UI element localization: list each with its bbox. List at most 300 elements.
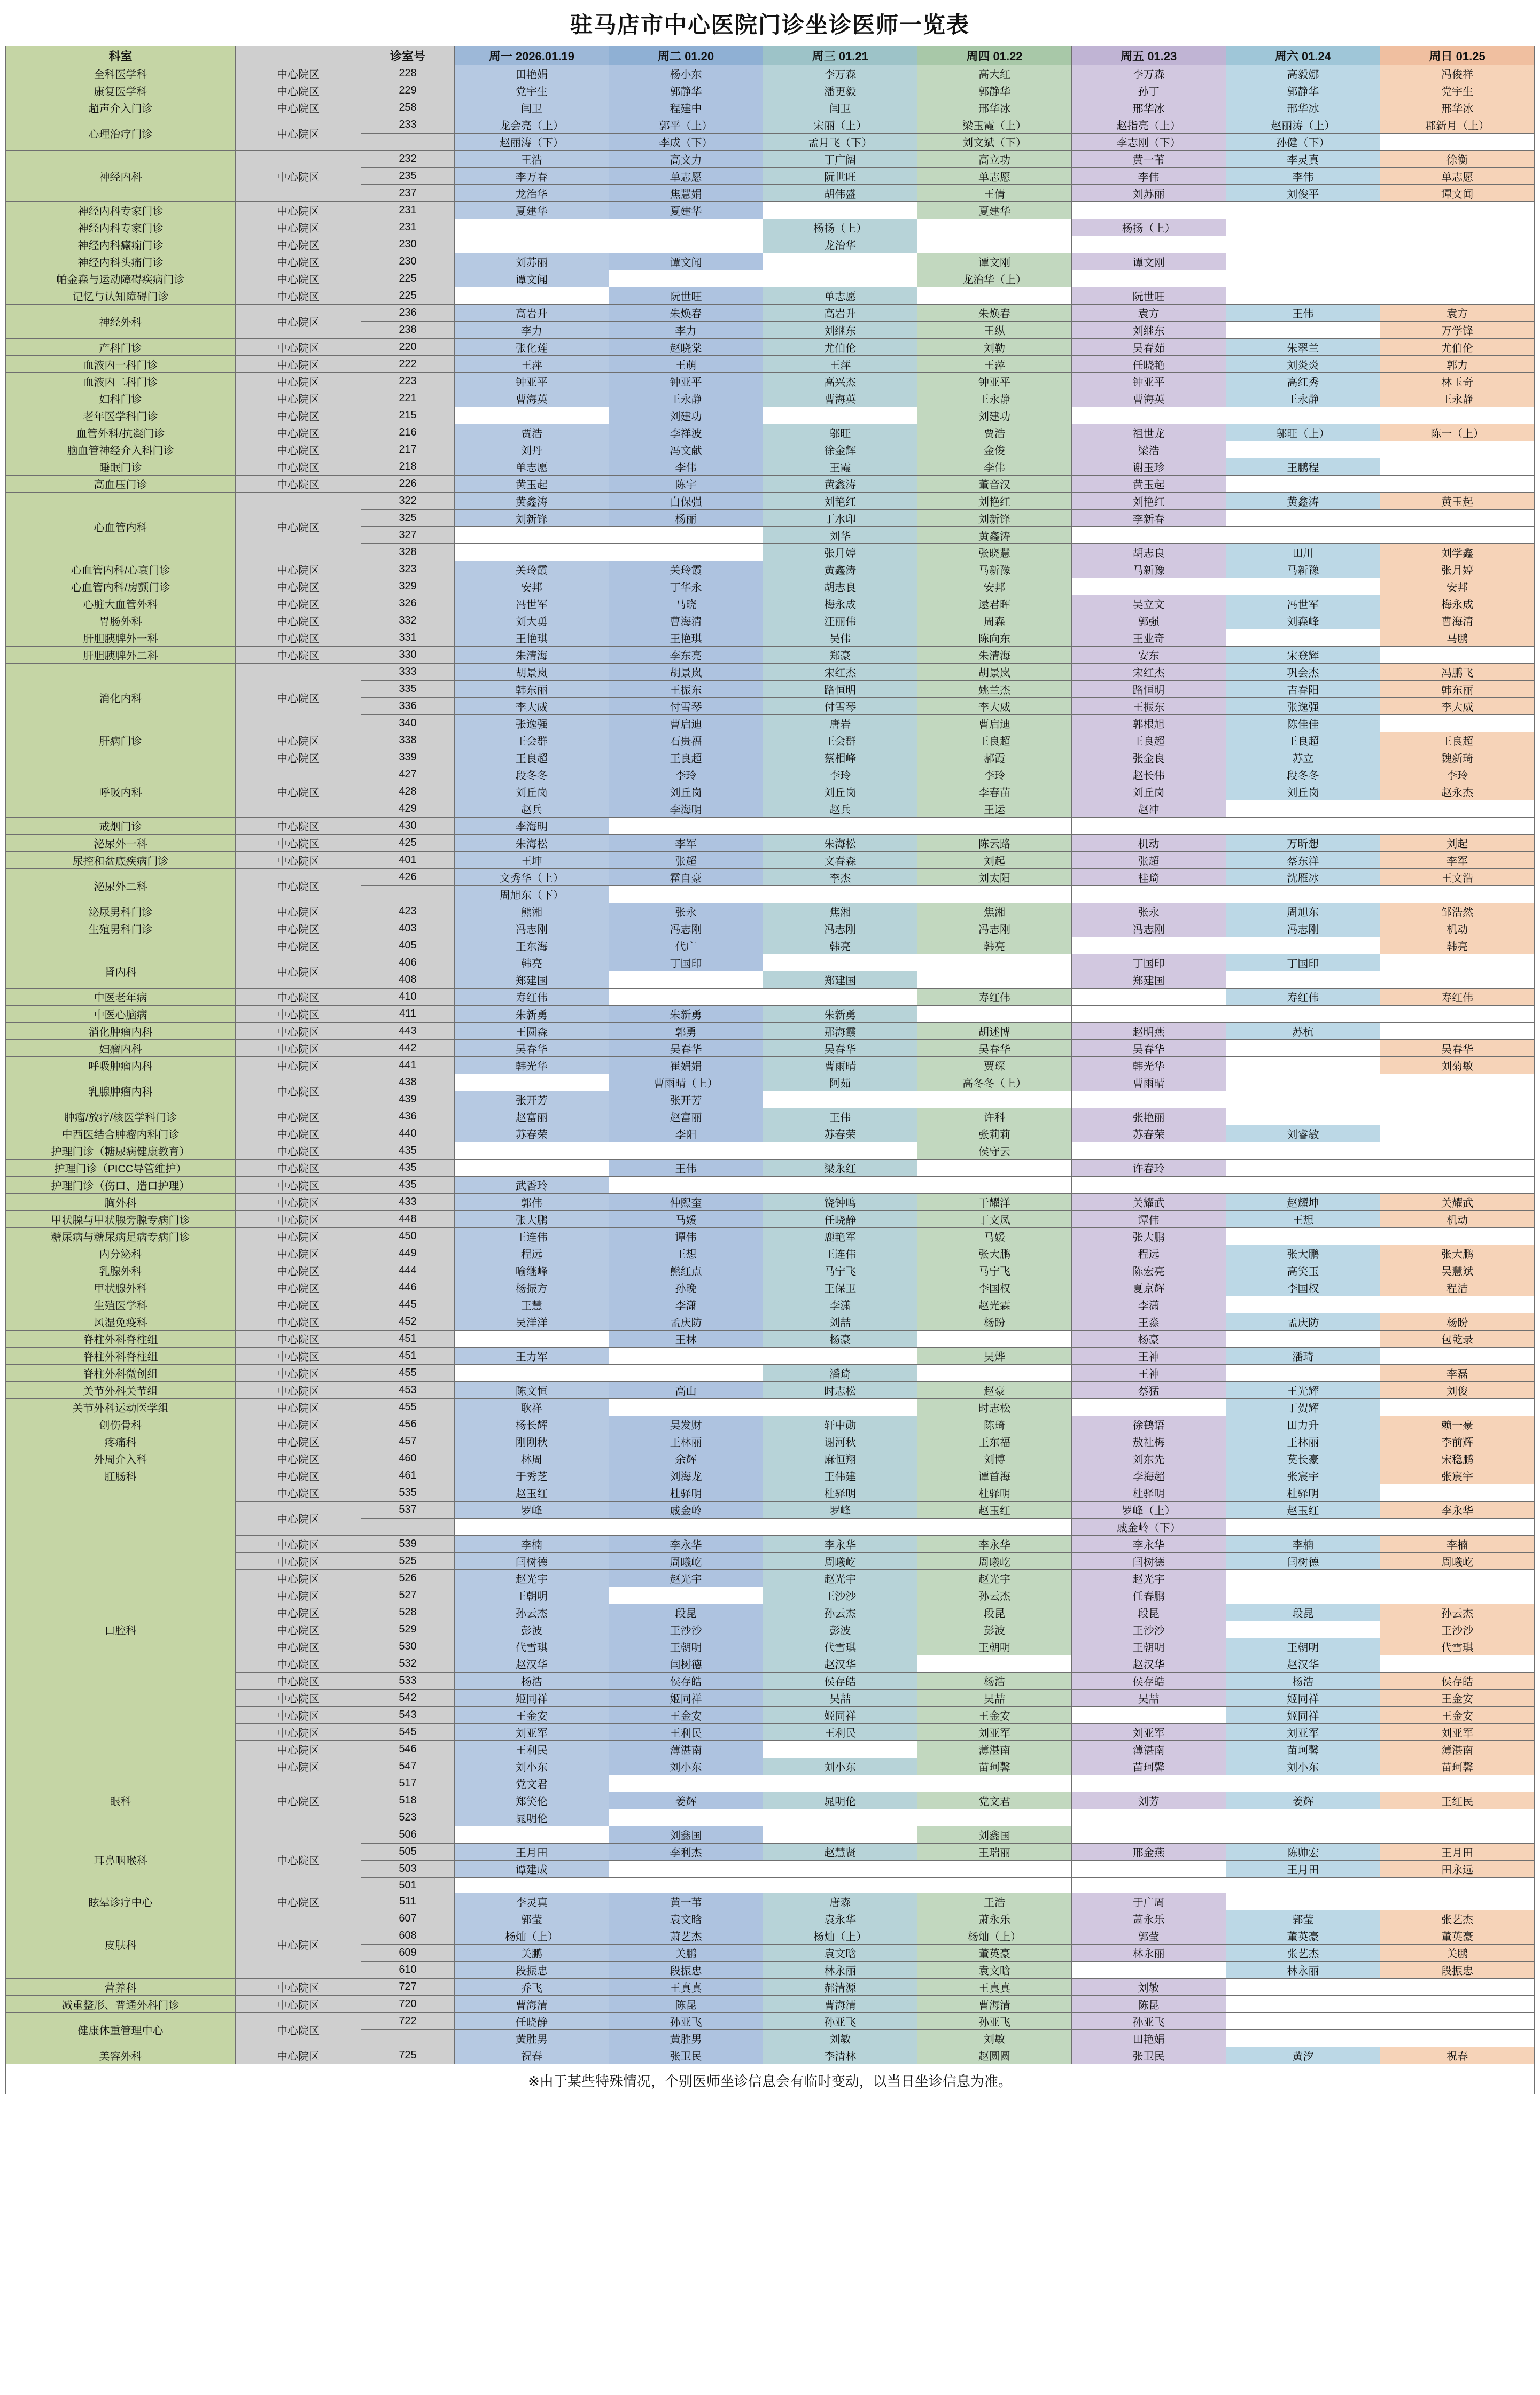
doctor-cell: 谭伟 <box>1071 1211 1226 1228</box>
doctor-cell: 杨浩 <box>917 1673 1072 1690</box>
table-row <box>6 1040 1535 1057</box>
doctor-cell: 王东海 <box>455 937 609 954</box>
doctor-cell <box>1226 1996 1380 2013</box>
doctor-cell: 于耀洋 <box>917 1194 1072 1211</box>
doctor-cell: 程洁 <box>1380 1279 1535 1296</box>
dept-cell: 营养科 <box>6 1979 236 1996</box>
doctor-cell: 吴春华 <box>455 1040 609 1057</box>
doctor-cell: 石贵福 <box>609 732 763 749</box>
dept-cell: 心血管内科/心衰门诊 <box>6 561 236 578</box>
dept-cell: 消化肿瘤内科 <box>6 1023 236 1040</box>
room-cell: 335 <box>361 681 455 698</box>
room-cell: 408 <box>361 971 455 989</box>
doctor-cell: 唐森 <box>763 1893 917 1910</box>
doctor-cell: 王霞 <box>763 458 917 476</box>
doctor-cell <box>1226 202 1380 219</box>
table-row <box>6 612 1535 629</box>
table-row <box>6 1433 1535 1450</box>
doctor-cell: 冯志刚 <box>1071 920 1226 937</box>
doctor-cell: 阮世旺 <box>763 168 917 185</box>
room-cell: 610 <box>361 1962 455 1979</box>
area-cell: 中心院区 <box>236 1382 361 1399</box>
doctor-cell: 王朝明 <box>609 1638 763 1655</box>
area-cell: 中心院区 <box>236 629 361 647</box>
doctor-cell <box>1380 1108 1535 1125</box>
doctor-cell: 郭莹 <box>1071 1927 1226 1945</box>
doctor-cell: 段昆 <box>609 1604 763 1621</box>
doctor-cell <box>917 287 1072 305</box>
area-cell: 中心院区 <box>236 339 361 356</box>
table-row <box>6 664 1535 681</box>
doctor-cell: 黄一苇 <box>609 1893 763 1910</box>
doctor-cell: 韩东丽 <box>1380 681 1535 698</box>
doctor-cell: 郑建国 <box>763 971 917 989</box>
doctor-cell <box>1226 937 1380 954</box>
doctor-cell <box>1226 1809 1380 1826</box>
doctor-cell <box>1380 1996 1535 2013</box>
doctor-cell: 李清林 <box>763 2047 917 2064</box>
room-cell: 609 <box>361 1945 455 1962</box>
room-cell: 228 <box>361 65 455 82</box>
room-cell: 430 <box>361 818 455 835</box>
doctor-cell: 逯君晖 <box>917 595 1072 612</box>
area-cell: 中心院区 <box>236 1433 361 1450</box>
doctor-cell: 苗珂馨 <box>1071 1758 1226 1775</box>
doctor-cell: 阮世旺 <box>609 287 763 305</box>
doctor-cell: 黄玉起 <box>1380 493 1535 510</box>
room-cell: 428 <box>361 783 455 800</box>
doctor-cell: 李大威 <box>455 698 609 715</box>
doctor-cell: 唐岩 <box>763 715 917 732</box>
area-cell: 中心院区 <box>236 99 361 116</box>
table-row <box>6 424 1535 441</box>
doctor-cell: 曹海清 <box>455 1996 609 2013</box>
area-cell: 中心院区 <box>236 1604 361 1621</box>
doctor-cell: 韩亮 <box>1380 937 1535 954</box>
table-row <box>6 1348 1535 1365</box>
doctor-cell: 王永静 <box>609 390 763 407</box>
doctor-cell: 袁文晗 <box>763 1945 917 1962</box>
room-cell: 217 <box>361 441 455 458</box>
doctor-cell: 孙云杰 <box>455 1604 609 1621</box>
doctor-cell: 冯世军 <box>455 595 609 612</box>
doctor-cell: 李伟 <box>1226 168 1380 185</box>
dept-cell: 脊柱外科微创组 <box>6 1365 236 1382</box>
doctor-cell: 李万森 <box>1071 65 1226 82</box>
doctor-cell: 孙亚飞 <box>609 2013 763 2030</box>
room-cell <box>361 886 455 903</box>
doctor-cell: 龙会亮（上） <box>455 116 609 134</box>
doctor-cell: 张大鹏 <box>917 1245 1072 1262</box>
area-cell: 中心院区 <box>236 835 361 852</box>
doctor-cell: 周森 <box>917 612 1072 629</box>
doctor-cell: 马宁飞 <box>763 1262 917 1279</box>
room-cell: 449 <box>361 1245 455 1262</box>
doctor-cell <box>609 1348 763 1365</box>
doctor-cell: 王良超 <box>609 749 763 766</box>
doctor-cell: 王力军 <box>455 1348 609 1365</box>
area-cell: 中心院区 <box>236 476 361 493</box>
table-row <box>6 749 1535 766</box>
doctor-cell: 杨长辉 <box>455 1416 609 1433</box>
doctor-cell: 朱新勇 <box>609 1006 763 1023</box>
doctor-cell: 李大威 <box>1380 698 1535 715</box>
doctor-cell <box>1226 629 1380 647</box>
doctor-cell: 朱清海 <box>917 647 1072 664</box>
dept-cell: 眩晕诊疗中心 <box>6 1893 236 1910</box>
doctor-cell: 李玲 <box>763 766 917 783</box>
room-cell: 229 <box>361 82 455 99</box>
doctor-cell: 闫树德 <box>1071 1553 1226 1570</box>
doctor-cell: 刘丘岗 <box>1226 783 1380 800</box>
doctor-cell: 程远 <box>455 1245 609 1262</box>
doctor-cell: 姜辉 <box>609 1792 763 1809</box>
doctor-cell: 贾琛 <box>917 1057 1072 1074</box>
doctor-cell: 杨振方 <box>455 1279 609 1296</box>
doctor-cell: 蔡东洋 <box>1226 852 1380 869</box>
dept-cell: 呼吸肿瘤内科 <box>6 1057 236 1074</box>
doctor-cell: 高红秀 <box>1226 373 1380 390</box>
doctor-cell: 机动 <box>1380 1211 1535 1228</box>
doctor-cell: 林周 <box>455 1450 609 1467</box>
doctor-cell: 刘建功 <box>609 407 763 424</box>
room-cell: 518 <box>361 1792 455 1809</box>
room-cell: 329 <box>361 578 455 595</box>
doctor-cell: 李力 <box>609 322 763 339</box>
doctor-cell <box>1380 236 1535 253</box>
room-cell: 720 <box>361 1996 455 2013</box>
doctor-cell: 刘文斌（下） <box>917 134 1072 151</box>
doctor-cell: 闫树德 <box>1226 1553 1380 1570</box>
doctor-cell: 刘鑫国 <box>609 1826 763 1844</box>
doctor-cell: 梁浩 <box>1071 441 1226 458</box>
doctor-cell: 苏春荣 <box>455 1125 609 1142</box>
room-cell: 506 <box>361 1826 455 1844</box>
doctor-cell: 丁华永 <box>609 578 763 595</box>
footer-note: ※由于某些特殊情况，个别医师坐诊信息会有临时变动，以当日坐诊信息为准。 <box>528 2073 1012 2089</box>
doctor-cell: 郭伟 <box>455 1194 609 1211</box>
doctor-cell: 高冬冬（上） <box>917 1074 1072 1091</box>
doctor-cell: 刘苏丽 <box>1071 185 1226 202</box>
doctor-cell: 冯鹏飞 <box>1380 664 1535 681</box>
doctor-cell: 刘丹 <box>455 441 609 458</box>
doctor-cell: 麻恒翔 <box>763 1450 917 1467</box>
doctor-cell: 苗珂馨 <box>1226 1741 1380 1758</box>
doctor-cell: 韩亮 <box>763 937 917 954</box>
doctor-cell <box>1071 1826 1226 1844</box>
doctor-cell: 胡述博 <box>917 1023 1072 1040</box>
doctor-cell <box>1380 2013 1535 2030</box>
area-cell: 中心院区 <box>236 1228 361 1245</box>
doctor-cell: 周旭东（下） <box>455 886 609 903</box>
table-row <box>6 1365 1535 1382</box>
area-cell: 中心院区 <box>236 1826 361 1893</box>
doctor-cell: 杨扬（上） <box>763 219 917 236</box>
doctor-cell <box>609 1587 763 1604</box>
area-cell: 中心院区 <box>236 749 361 766</box>
doctor-cell: 单志愿 <box>609 168 763 185</box>
dept-cell <box>6 937 236 954</box>
doctor-cell: 冯俊祥 <box>1380 65 1535 82</box>
doctor-cell: 刘炎炎 <box>1226 356 1380 373</box>
doctor-cell <box>1226 322 1380 339</box>
room-cell: 505 <box>361 1844 455 1861</box>
doctor-cell: 王业奇 <box>1071 629 1226 647</box>
doctor-cell <box>917 971 1072 989</box>
area-cell: 中心院区 <box>236 1758 361 1775</box>
table-row <box>6 1245 1535 1262</box>
doctor-cell: 耿祥 <box>455 1399 609 1416</box>
table-row <box>6 1826 1535 1844</box>
doctor-cell: 党文君 <box>917 1792 1072 1809</box>
doctor-cell <box>917 1177 1072 1194</box>
table-row <box>6 989 1535 1006</box>
doctor-cell: 王保卫 <box>763 1279 917 1296</box>
dept-cell: 美容外科 <box>6 2047 236 2064</box>
doctor-cell: 万学锋 <box>1380 322 1535 339</box>
doctor-cell: 党宇生 <box>1380 82 1535 99</box>
doctor-cell: 李伟 <box>609 458 763 476</box>
doctor-cell <box>1071 407 1226 424</box>
dept-cell: 中医老年病 <box>6 989 236 1006</box>
doctor-cell <box>1380 219 1535 236</box>
doctor-cell <box>1226 476 1380 493</box>
doctor-cell: 孙亚飞 <box>763 2013 917 2030</box>
table-row <box>6 356 1535 373</box>
doctor-cell: 贾浩 <box>917 424 1072 441</box>
doctor-cell: 王朝明 <box>455 1587 609 1604</box>
doctor-cell <box>455 219 609 236</box>
dept-cell: 高血压门诊 <box>6 476 236 493</box>
doctor-cell: 王东福 <box>917 1433 1072 1450</box>
doctor-cell: 赵汉华 <box>763 1655 917 1673</box>
dept-cell: 口腔科 <box>6 1484 236 1775</box>
doctor-cell <box>1071 818 1226 835</box>
doctor-cell: 罗峰 <box>763 1502 917 1519</box>
doctor-cell: 机动 <box>1380 920 1535 937</box>
room-cell: 325 <box>361 510 455 527</box>
doctor-cell <box>1226 1006 1380 1023</box>
dept-cell: 神经内科 <box>6 151 236 202</box>
doctor-cell: 郝霞 <box>917 749 1072 766</box>
doctor-cell: 胡伟盛 <box>763 185 917 202</box>
doctor-cell: 邹浩然 <box>1380 903 1535 920</box>
doctor-cell <box>1226 1074 1380 1091</box>
doctor-cell: 黄鑫涛 <box>763 476 917 493</box>
doctor-cell <box>1380 715 1535 732</box>
area-cell: 中心院区 <box>236 612 361 629</box>
room-cell: 453 <box>361 1382 455 1399</box>
doctor-cell: 邢华冰 <box>1071 99 1226 116</box>
doctor-cell: 郭勇 <box>609 1023 763 1040</box>
doctor-cell <box>1226 407 1380 424</box>
doctor-cell: 张大鹏 <box>455 1211 609 1228</box>
doctor-cell: 李玲 <box>609 766 763 783</box>
doctor-cell: 张超 <box>1071 852 1226 869</box>
room-cell: 501 <box>361 1878 455 1893</box>
doctor-cell: 曹海英 <box>1071 390 1226 407</box>
header-thursday: 周四 01.22 <box>917 46 1072 65</box>
doctor-cell <box>1380 1006 1535 1023</box>
table-row <box>6 1604 1535 1621</box>
doctor-cell: 李成（下） <box>609 134 763 151</box>
doctor-cell: 王月田 <box>455 1844 609 1861</box>
doctor-cell: 李灵真 <box>455 1893 609 1910</box>
room-cell: 215 <box>361 407 455 424</box>
doctor-cell: 张宸宇 <box>1226 1467 1380 1484</box>
doctor-cell <box>917 818 1072 835</box>
doctor-cell: 朱翠兰 <box>1226 339 1380 356</box>
doctor-cell: 刘太阳 <box>917 869 1072 886</box>
doctor-cell: 邢金燕 <box>1071 1844 1226 1861</box>
doctor-cell: 王月田 <box>1226 1861 1380 1878</box>
doctor-cell: 郑豪 <box>763 647 917 664</box>
room-cell: 530 <box>361 1638 455 1655</box>
doctor-cell: 邢华冰 <box>1380 99 1535 116</box>
doctor-cell: 晁明伦 <box>455 1809 609 1826</box>
doctor-cell: 刘睿敏 <box>1226 1125 1380 1142</box>
doctor-cell: 王良超 <box>455 749 609 766</box>
doctor-cell: 段冬冬 <box>1226 766 1380 783</box>
doctor-cell: 吴伟 <box>763 629 917 647</box>
room-cell: 231 <box>361 202 455 219</box>
doctor-cell <box>763 1348 917 1365</box>
dept-cell: 睡眠门诊 <box>6 458 236 476</box>
doctor-cell <box>917 886 1072 903</box>
doctor-cell <box>1380 287 1535 305</box>
doctor-cell <box>1226 886 1380 903</box>
table-row <box>6 1673 1535 1690</box>
doctor-cell: 袁方 <box>1380 305 1535 322</box>
doctor-cell: 杨扬（上） <box>1071 219 1226 236</box>
doctor-cell <box>609 886 763 903</box>
dept-cell: 血液内一科门诊 <box>6 356 236 373</box>
area-cell: 中心院区 <box>236 390 361 407</box>
doctor-cell: 魏新琦 <box>1380 749 1535 766</box>
doctor-cell <box>1071 1775 1226 1792</box>
doctor-cell <box>1226 1587 1380 1604</box>
area-cell: 中心院区 <box>236 578 361 595</box>
doctor-cell <box>1380 1023 1535 1040</box>
doctor-cell: 王伟 <box>1226 305 1380 322</box>
doctor-cell: 李永华 <box>763 1536 917 1553</box>
doctor-cell: 安邦 <box>1380 578 1535 595</box>
table-header <box>6 46 1535 65</box>
room-cell: 323 <box>361 561 455 578</box>
doctor-cell: 黄鑫涛 <box>455 493 609 510</box>
room-cell: 452 <box>361 1313 455 1331</box>
doctor-cell: 林永丽 <box>1071 1945 1226 1962</box>
doctor-cell: 冯志刚 <box>609 920 763 937</box>
area-cell: 中心院区 <box>236 458 361 476</box>
doctor-cell: 段振忠 <box>609 1962 763 1979</box>
doctor-cell <box>1226 510 1380 527</box>
doctor-cell: 刘鑫国 <box>917 1826 1072 1844</box>
doctor-cell: 胡志良 <box>1071 544 1226 561</box>
doctor-cell: 张逸强 <box>1226 698 1380 715</box>
doctor-cell: 祝春 <box>455 2047 609 2064</box>
table-row <box>6 1536 1535 1553</box>
room-cell: 340 <box>361 715 455 732</box>
doctor-cell: 马晓 <box>609 595 763 612</box>
doctor-cell: 祖世龙 <box>1071 424 1226 441</box>
room-cell: 436 <box>361 1108 455 1125</box>
doctor-cell: 冯世军 <box>1226 595 1380 612</box>
doctor-cell: 张莉莉 <box>917 1125 1072 1142</box>
area-cell: 中心院区 <box>236 1502 361 1536</box>
doctor-cell: 吴喆 <box>763 1690 917 1707</box>
doctor-cell: 王瑞丽 <box>917 1844 1072 1861</box>
room-cell: 410 <box>361 989 455 1006</box>
doctor-cell: 赵光宇 <box>763 1570 917 1587</box>
doctor-cell: 吴春华 <box>609 1040 763 1057</box>
doctor-cell: 刘小东 <box>609 1758 763 1775</box>
doctor-cell: 朱海松 <box>455 835 609 852</box>
doctor-cell <box>1380 1775 1535 1792</box>
doctor-cell <box>1226 971 1380 989</box>
doctor-cell: 陈琦 <box>917 1416 1072 1433</box>
doctor-cell: 王伟 <box>609 1160 763 1177</box>
doctor-cell <box>1071 270 1226 287</box>
room-cell: 225 <box>361 287 455 305</box>
area-cell: 中心院区 <box>236 1296 361 1313</box>
area-cell: 中心院区 <box>236 852 361 869</box>
room-cell: 225 <box>361 270 455 287</box>
doctor-cell <box>1071 236 1226 253</box>
doctor-cell: 关玲霞 <box>609 561 763 578</box>
table-row <box>6 629 1535 647</box>
doctor-cell: 郭静华 <box>917 82 1072 99</box>
table-row <box>6 647 1535 664</box>
doctor-cell: 付雪琴 <box>609 698 763 715</box>
doctor-cell: 龙治华 <box>455 185 609 202</box>
doctor-cell: 韩亮 <box>917 937 1072 954</box>
doctor-cell: 吴喆 <box>917 1690 1072 1707</box>
room-cell: 435 <box>361 1142 455 1160</box>
doctor-cell: 赵耀坤 <box>1226 1194 1380 1211</box>
doctor-cell: 杨盼 <box>1380 1313 1535 1331</box>
doctor-cell: 姚兰杰 <box>917 681 1072 698</box>
dept-cell: 心血管内科/房颤门诊 <box>6 578 236 595</box>
doctor-cell: 王金安 <box>609 1707 763 1724</box>
table-row <box>6 476 1535 493</box>
room-cell: 543 <box>361 1707 455 1724</box>
doctor-cell: 郭强 <box>1071 612 1226 629</box>
room-cell <box>361 2030 455 2047</box>
doctor-cell: 黄鑫涛 <box>763 561 917 578</box>
area-cell: 中心院区 <box>236 116 361 151</box>
doctor-cell: 包乾录 <box>1380 1331 1535 1348</box>
doctor-cell: 安邦 <box>455 578 609 595</box>
doctor-cell <box>917 954 1072 971</box>
doctor-cell <box>1380 510 1535 527</box>
doctor-cell <box>1226 2030 1380 2047</box>
room-cell: 216 <box>361 424 455 441</box>
doctor-cell: 单志愿 <box>1380 168 1535 185</box>
doctor-cell: 王利民 <box>455 1741 609 1758</box>
doctor-cell <box>763 1519 917 1536</box>
doctor-cell <box>917 1006 1072 1023</box>
doctor-cell <box>609 219 763 236</box>
doctor-cell <box>1226 1142 1380 1160</box>
doctor-cell: 金俊 <box>917 441 1072 458</box>
area-cell: 中心院区 <box>236 664 361 732</box>
doctor-cell: 朱新勇 <box>455 1006 609 1023</box>
room-cell: 460 <box>361 1450 455 1467</box>
table-row <box>6 920 1535 937</box>
doctor-cell <box>1071 202 1226 219</box>
doctor-cell: 王浩 <box>917 1893 1072 1910</box>
